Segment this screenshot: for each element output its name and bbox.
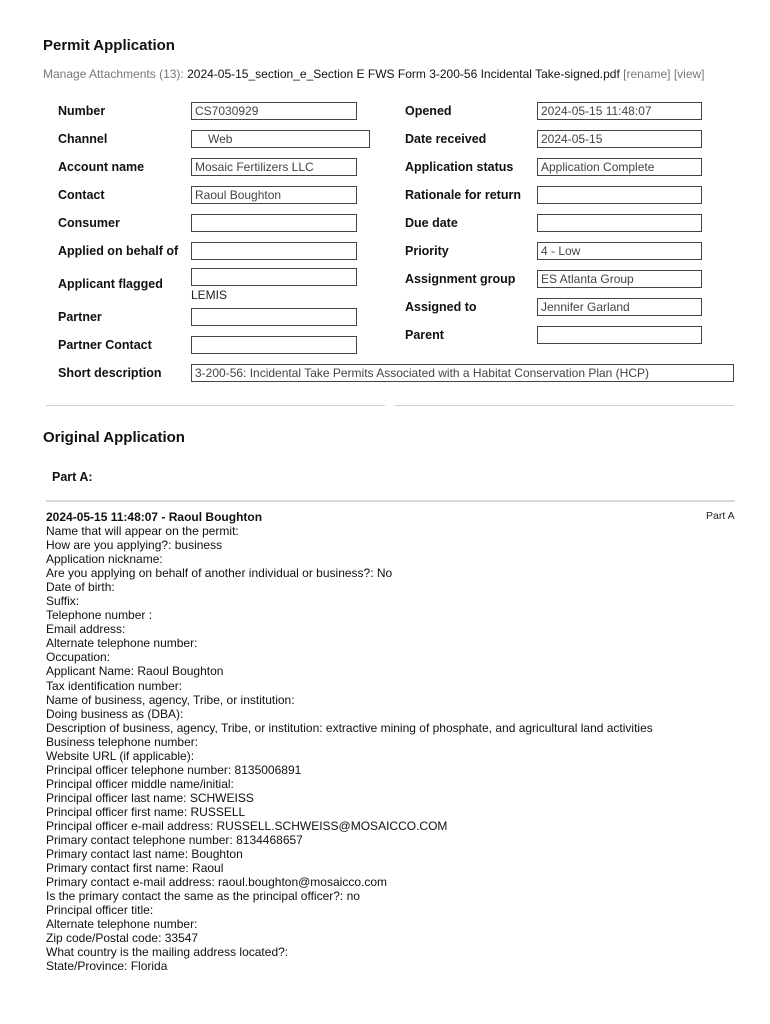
partner-contact-label: Partner Contact — [58, 338, 152, 352]
view-link[interactable]: [view] — [673, 67, 705, 81]
assignment-group-label: Assignment group — [405, 272, 516, 286]
due-date-label: Due date — [405, 216, 458, 230]
detail-line: Website URL (if applicable): — [46, 748, 195, 763]
contact-field[interactable]: Raoul Boughton — [191, 186, 357, 204]
detail-line: Application nickname: — [46, 552, 163, 567]
account-name-label: Account name — [58, 160, 145, 174]
assigned-to-field[interactable]: Jennifer Garland — [537, 298, 702, 316]
date-received-field[interactable]: 2024-05-15 — [537, 130, 702, 148]
detail-line: Is the primary contact the same as the principal officer?: no — [46, 889, 360, 904]
detail-line: Primary contact telephone number: 8134468657 — [46, 833, 303, 848]
parent-label: Parent — [405, 328, 444, 342]
detail-line: Are you applying on behalf of another individual or business?: No — [46, 566, 393, 581]
detail-line: Primary contact last name: Boughton — [46, 847, 243, 862]
applicant-flagged-label: Applicant flagged — [58, 277, 163, 291]
page-title: Permit Application — [43, 37, 175, 54]
short-description-field[interactable]: 3-200-56: Incidental Take Permits Associated with a Habitat Conservation Plan (HCP) — [191, 364, 734, 382]
detail-line: Principal officer middle name/initial: — [46, 776, 234, 791]
assigned-to-label: Assigned to — [405, 300, 477, 314]
partner-field[interactable] — [191, 308, 357, 326]
detail-line: Date of birth: — [46, 580, 115, 595]
account-name-field[interactable]: Mosaic Fertilizers LLC — [191, 158, 357, 176]
priority-field[interactable]: 4 - Low — [537, 242, 702, 260]
channel-field[interactable]: Web — [191, 130, 370, 148]
detail-line: Doing business as (DBA): — [46, 706, 184, 721]
detail-line: Primary contact e-mail address: raoul.boughton@mosaicco.com — [46, 875, 387, 890]
detail-line: Telephone number : — [46, 608, 153, 623]
partner-label: Partner — [58, 310, 102, 324]
assignment-group-field[interactable]: ES Atlanta Group — [537, 270, 702, 288]
detail-line: Principal officer first name: RUSSELL — [46, 804, 246, 819]
opened-label: Opened — [405, 104, 452, 118]
applied-on-behalf-field[interactable] — [191, 242, 357, 260]
date-received-label: Date received — [405, 132, 487, 146]
detail-line: Alternate telephone number: — [46, 917, 198, 932]
parent-field[interactable] — [537, 326, 702, 344]
due-date-field[interactable] — [537, 214, 702, 232]
detail-line: State/Province: Florida — [46, 959, 168, 974]
detail-line: Principal officer e-mail address: RUSSELL.SCHWEISS@MOSAICCO.COM — [46, 818, 448, 833]
opened-field[interactable]: 2024-05-15 11:48:07 — [537, 102, 702, 120]
entry-tag: Part A — [706, 510, 735, 522]
channel-label: Channel — [58, 132, 108, 146]
detail-line: Applicant Name: Raoul Boughton — [46, 664, 224, 679]
rationale-label: Rationale for return — [405, 188, 521, 202]
consumer-label: Consumer — [58, 216, 120, 230]
detail-line: Business telephone number: — [46, 734, 199, 749]
detail-line: How are you applying?: business — [46, 538, 223, 553]
partner-contact-field[interactable] — [191, 336, 357, 354]
detail-line: Principal officer telephone number: 8135006891 — [46, 762, 302, 777]
detail-line: Email address: — [46, 622, 126, 637]
application-status-label: Application status — [405, 160, 514, 174]
detail-line: Name that will appear on the permit: — [46, 524, 239, 538]
attachment-file-link[interactable]: 2024-05-15_section_e_Section E FWS Form 3-200-56 Incidental Take-signed.pdf — [187, 67, 620, 81]
original-application-title: Original Application — [43, 429, 185, 446]
rationale-field[interactable] — [537, 186, 702, 204]
short-description-label: Short description — [58, 366, 162, 380]
applied-on-behalf-label: Applied on behalf of — [58, 244, 179, 258]
rename-link[interactable]: [rename] — [623, 67, 671, 81]
number-field[interactable]: CS7030929 — [191, 102, 357, 120]
attachments-row — [43, 67, 705, 81]
application-status-field[interactable]: Application Complete — [537, 158, 702, 176]
detail-line: Primary contact first name: Raoul — [46, 861, 224, 876]
detail-line: Description of business, agency, Tribe, or institution: extractive mining of phosphate, and agricultural land activities — [46, 720, 653, 735]
part-a-divider — [46, 500, 735, 502]
detail-line: Occupation: — [46, 650, 111, 665]
detail-line: Zip code/Postal code: 33547 — [46, 931, 199, 946]
consumer-field[interactable] — [191, 214, 357, 232]
contact-label: Contact — [58, 188, 105, 202]
application-details — [46, 524, 653, 974]
part-a-label: Part A: — [52, 470, 93, 484]
detail-line: Principal officer last name: SCHWEISS — [46, 790, 254, 805]
detail-line: Alternate telephone number: — [46, 636, 198, 651]
manage-attachments-link[interactable]: Manage Attachments (13): — [43, 67, 184, 81]
detail-line: Name of business, agency, Tribe, or institution: — [46, 692, 295, 707]
divider-right — [395, 405, 734, 406]
divider-left — [46, 405, 385, 406]
number-label: Number — [58, 104, 106, 118]
detail-line: Principal officer title: — [46, 903, 154, 918]
applicant-flagged-field[interactable] — [191, 268, 357, 286]
detail-line: Tax identification number: — [46, 678, 183, 693]
entry-header: 2024-05-15 11:48:07 - Raoul Boughton — [46, 510, 263, 524]
priority-label: Priority — [405, 244, 449, 258]
lemis-note: LEMIS — [191, 288, 228, 302]
detail-line: Suffix: — [46, 594, 80, 609]
detail-line: What country is the mailing address located?: — [46, 945, 289, 960]
